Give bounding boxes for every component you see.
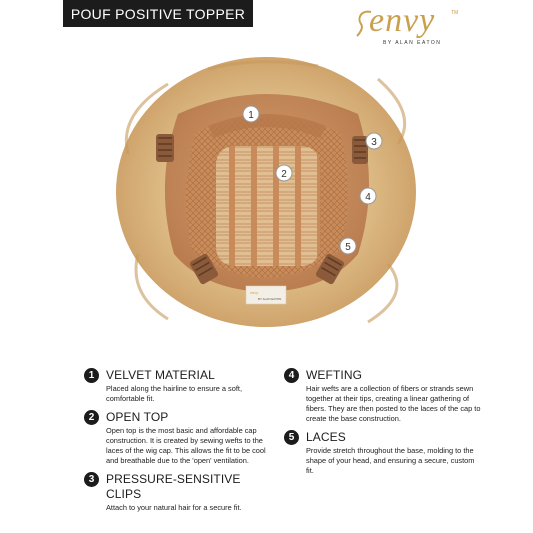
feature-number-badge: 1: [84, 368, 99, 383]
feature-wefting: [284, 368, 484, 424]
marker-2: [276, 165, 292, 181]
marker-2-label: 2: [281, 169, 287, 180]
product-title-bar: [63, 0, 253, 27]
product-title: POUF POSITIVE TOPPER: [70, 5, 246, 22]
feature-title: OPEN TOP: [106, 410, 169, 424]
product-photo: [58, 54, 478, 354]
feature-number-badge: 3: [84, 472, 99, 487]
feature-number-badge: 5: [284, 430, 299, 445]
left-clip-top: [156, 134, 174, 162]
features-left-column: [84, 368, 274, 519]
feature-title: PRESSURE-SENSITIVE CLIPS: [106, 472, 241, 501]
feature-description: Hair wefts are a collection of fibers or strands sewn together at their tips, creating a linear gathering of fibers. They are then posted to the laces of the cap to create the base construction.: [306, 384, 481, 423]
label-tagline: BY ALAN EATON: [258, 297, 282, 301]
marker-4: [360, 188, 376, 204]
brand-trademark: TM: [451, 10, 459, 16]
weft-rows: [216, 146, 320, 266]
feature-description: Provide stretch throughout the base, molding to the shape of your head, and ensuring a secure, custom fit.: [306, 446, 475, 475]
feature-number-badge: 2: [84, 410, 99, 425]
feature-description: Open top is the most basic and affordable cap construction. It is created by sewing wefts to the laces of the wig cap. This allows the fit to be cool and breathable due to the 'open' ventilation.: [106, 426, 266, 465]
marker-1-label: 1: [248, 110, 254, 121]
marker-3: [366, 133, 382, 149]
label-brand: envy: [250, 290, 259, 295]
marker-5-label: 5: [345, 242, 351, 253]
feature-title: LACES: [306, 430, 346, 444]
brand-logo: [355, 2, 475, 50]
brand-wordmark: envy: [369, 2, 436, 39]
feature-laces: [284, 430, 484, 476]
brand-tagline: BY ALAN EATON: [383, 40, 442, 46]
feature-description: Placed along the hairline to ensure a soft, comfortable fit.: [106, 384, 242, 403]
marker-1: [243, 106, 259, 122]
feature-title: VELVET MATERIAL: [106, 368, 215, 382]
feature-pressure-sensitive-clips: [84, 472, 274, 513]
marker-4-label: 4: [365, 192, 371, 203]
feature-number-badge: 4: [284, 368, 299, 383]
feature-title: WEFTING: [306, 368, 363, 382]
feature-description: Attach to your natural hair for a secure fit.: [106, 503, 242, 512]
features-right-column: [284, 368, 484, 482]
feature-open-top: [84, 410, 274, 466]
marker-5: [340, 238, 356, 254]
feature-velvet-material: [84, 368, 274, 404]
product-label-tag: [246, 286, 286, 304]
marker-3-label: 3: [371, 137, 377, 148]
